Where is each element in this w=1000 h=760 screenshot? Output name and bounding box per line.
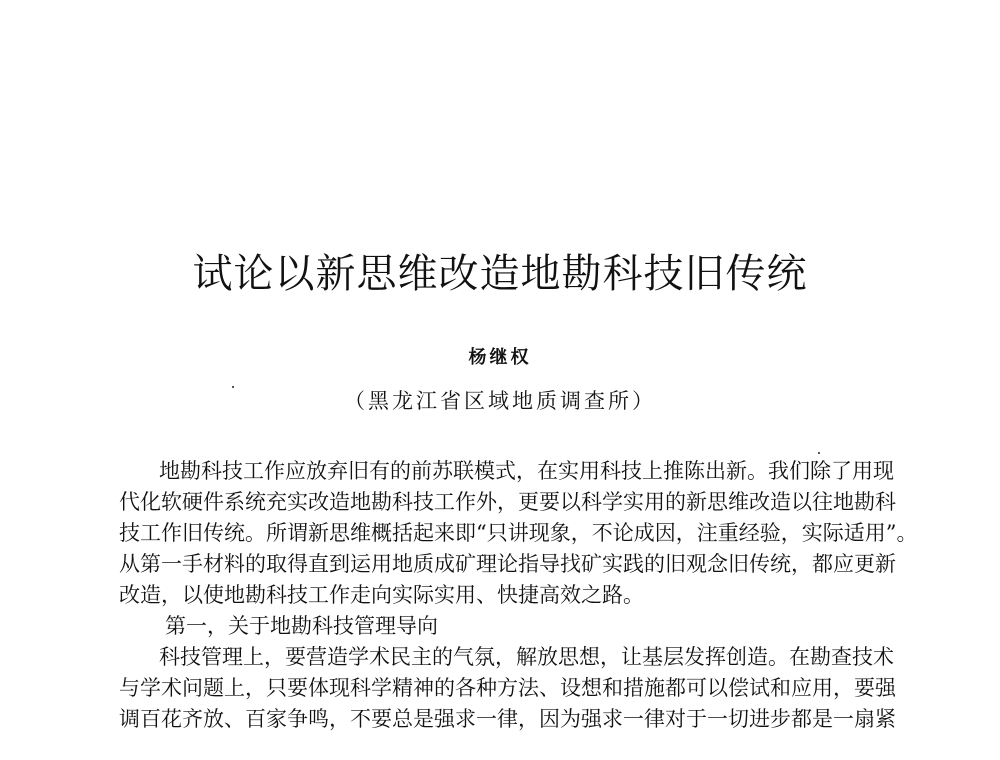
paragraph-line: 地勘科技工作应放弃旧有的前苏联模式，在实用科技上推陈出新。我们除了用现 xyxy=(159,459,894,483)
section-heading: 第一，关于地勘科技管理导向 xyxy=(165,614,438,638)
paragraph-line: 科技管理上，要营造学术民主的气氛，解放思想，让基层发挥创造。在勘查技术 xyxy=(159,645,894,669)
article-body xyxy=(119,456,918,735)
scan-speck xyxy=(818,452,820,454)
paragraph-line: 改造，以使地勘科技工作走向实际实用、快捷高效之路。 xyxy=(119,583,644,607)
scan-speck xyxy=(232,386,234,388)
article-title: 试论以新思维改造地勘科技旧传统 xyxy=(192,251,808,297)
author-affiliation: （黑龙江省区域地质调查所） xyxy=(344,389,656,413)
paragraph-line: 代化软硬件系统充实改造地勘科技工作外，更要以科学实用的新思维改造以往地勘科 xyxy=(119,490,896,514)
paragraph-line: 调百花齐放、百家争鸣，不要总是强求一律，因为强求一律对于一切进步都是一扇紧 xyxy=(119,707,896,731)
paragraph-line: 技工作旧传统。所谓新思维概括起来即“只讲现象，不论成因，注重经验，实际适用”。 xyxy=(119,521,918,545)
paragraph-line: 与学术问题上，只要体现科学精神的各种方法、设想和措施都可以偿试和应用，要强 xyxy=(119,676,896,700)
paragraph-line: 从第一手材料的取得直到运用地质成矿理论指导找矿实践的旧观念旧传统，都应更新 xyxy=(119,552,896,576)
author-name: 杨继权 xyxy=(468,347,532,368)
